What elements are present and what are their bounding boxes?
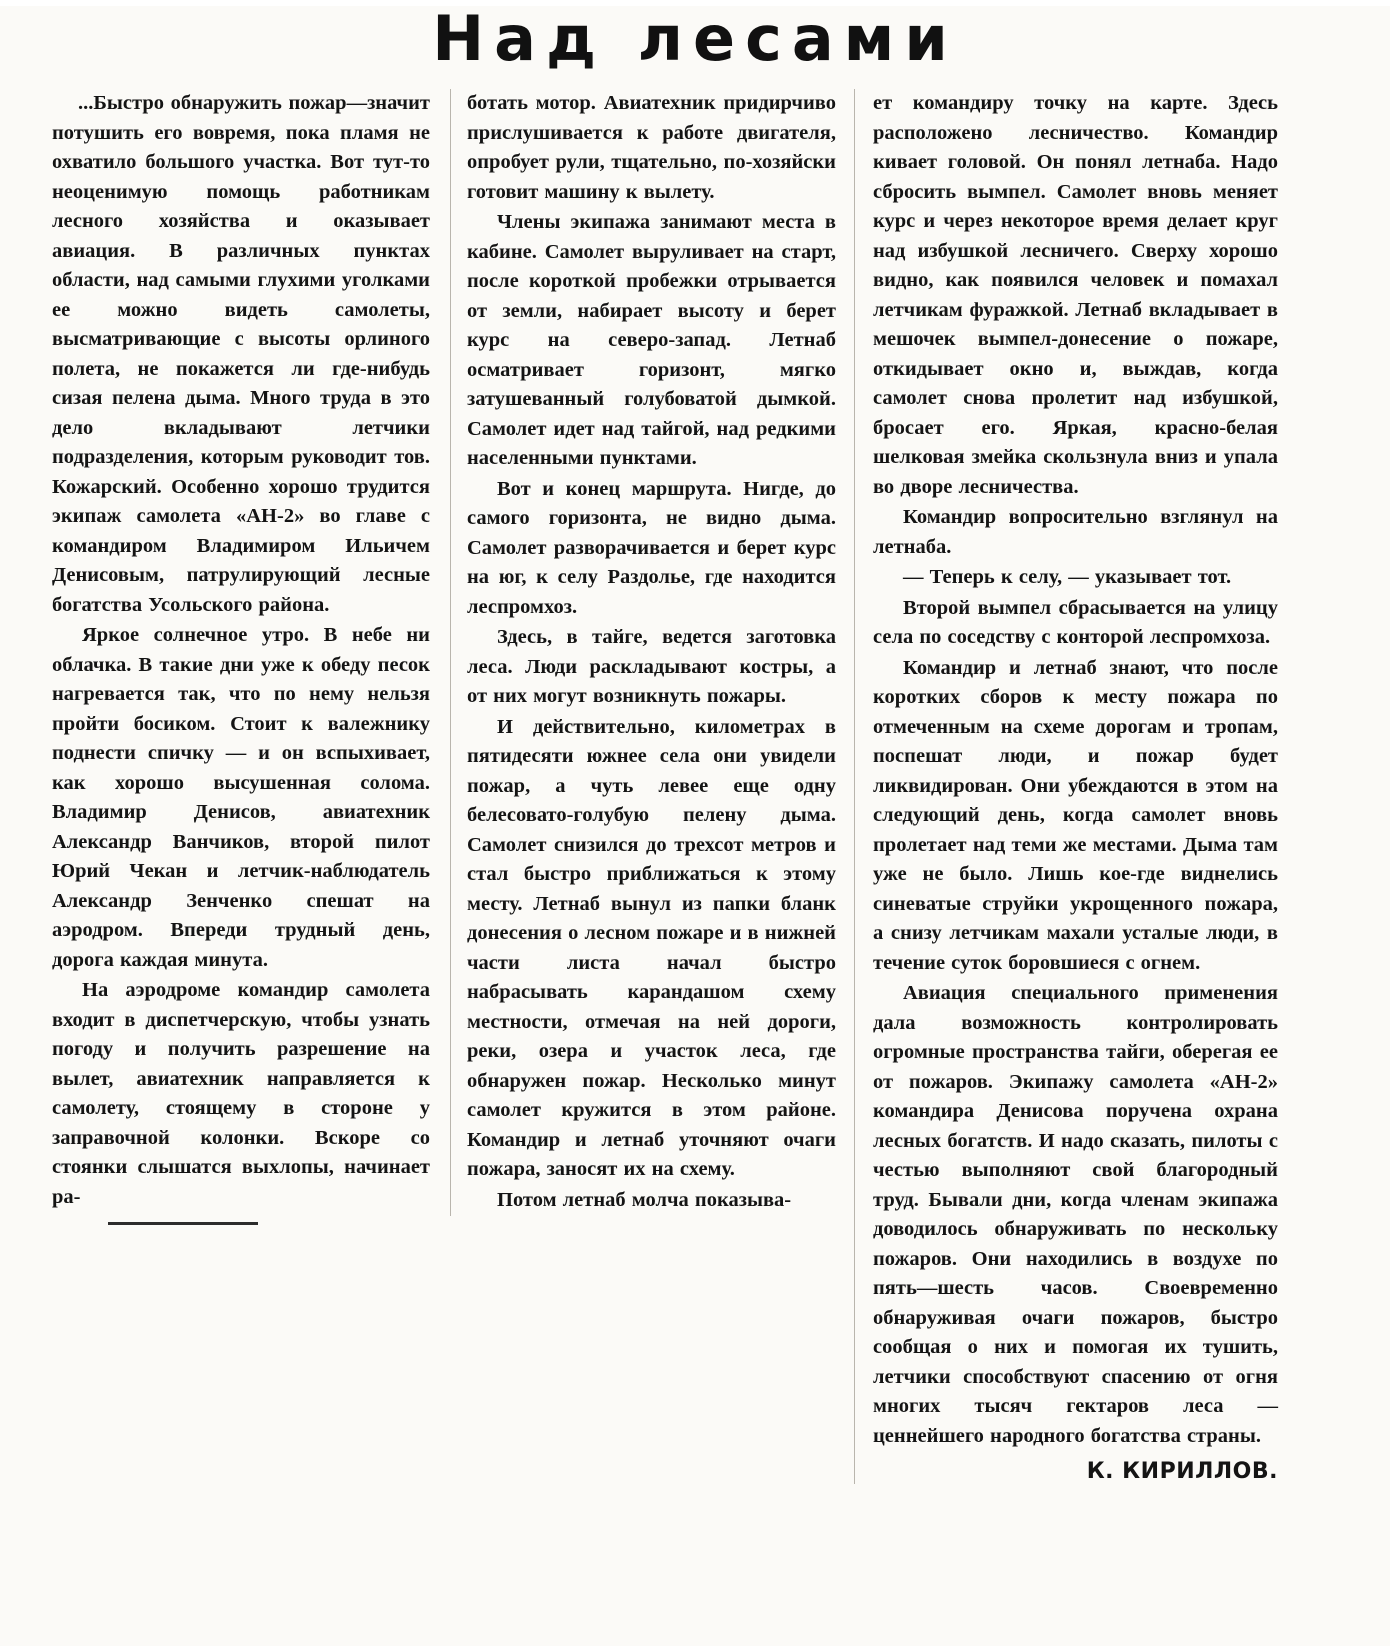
paragraph: Командир вопросительно взглянул на летнаба. <box>873 506 1278 558</box>
paragraph: ботать мотор. Авиатехник придирчиво прислушивается к работе двигателя, опробует рули, тщательно, по-хозяйски готовит машину к вылету. <box>467 92 836 203</box>
paragraph: — Теперь к селу, — указывает тот. <box>903 566 1232 589</box>
paragraph: Яркое солнечное утро. В небе ни облачка. В такие дни уже к обеду песок нагревается так, что по нему нельзя пройти босиком. Стоит к валежнику поднести спичку — и он вспыхивает, как хорошо высушенная солома. Владимир Денисов, авиатехник Александр Ванчиков, второй пилот Юрий Чекан и летчик-наблюдатель Александр Зенченко спешат на аэродром. Впереди трудный день, дорога каждая минута. <box>52 624 430 971</box>
paragraph: ...Быстро обнаружить пожар—значит потушить его вовремя, пока пламя не охватило большого участка. Вот тут-то неоценимую помощь работникам лесного хозяйства и оказывает авиация. В различных пунктах области, над самыми глухими уголками ее можно видеть самолеты, высматривающие с высоты орлиного полета, не покажется ли где-нибудь сизая пелена дыма. Много труда в это дело вкладывают летчики подразделения, которым руководит тов. Кожарский. Особенно хорошо трудится экипаж самолета «АН-2» во главе с командиром Владимиром Ильичем Денисовым, патрулирующий лесные богатства Усольского района. <box>52 92 430 616</box>
article-column-1 <box>52 89 450 1225</box>
page-title: Над лесами <box>432 2 958 75</box>
author-byline: К. КИРИЛЛОВ. <box>1086 1459 1278 1485</box>
paragraph: На аэродроме командир самолета входит в диспетчерскую, чтобы узнать погоду и получить разрешение на вылет, авиатехник направляется к самолету, стоящему в стороне у заправочной колонки. Вскоре со стоянки слышатся выхлопы, начинает ра- <box>52 979 430 1208</box>
paragraph: Второй вымпел сбрасывается на улицу села по соседству с конторой леспромхоза. <box>873 596 1278 649</box>
newspaper-page <box>0 2 1390 1646</box>
paragraph: Командир и летнаб знают, что после коротких сборов к месту пожара по отмеченным на схеме дорогам и тропам, поспешат люди, и пожар будет ликвидирован. Они убеждаются в этом на следующий день, когда самолет вновь пролетает над теми же местами. Дыма там уже не было. Лишь кое-где виднелись синеватые струйки укрощенного пожара, а снизу летчикам махали усталые люди, в течение суток боровшиеся с огнем. <box>873 656 1278 974</box>
paragraph: Члены экипажа занимают места в кабине. Самолет выруливает на старт, после короткой пробежки отрывается от земли, набирает высоту и берет курс на северо-запад. Летнаб осматривает горизонт, мягко затушеванный голубоватой дымкой. Самолет идет над тайгой, над редкими населенными пунктами. <box>467 211 836 470</box>
paragraph: И действительно, километрах в пятидесяти южнее села они увидели пожар, а чуть левее еще одну белесовато-голубую пелену дыма. Самолет снизился до трехсот метров и стал быстро приближаться к этому месту. Летнаб вынул из папки бланк донесения о лесном пожаре и в нижней части листа начал быстро набрасывать карандашом схему местности, отмечая на ней дороги, реки, озера и участок леса, где обнаружен пожар. Несколько минут самолет кружится в этом районе. Командир и летнаб уточняют очаги пожара, заносят их на схему. <box>467 715 836 1181</box>
paragraph: Авиация специального применения дала возможность контролировать огромные пространства тайги, оберегая ее от пожаров. Экипажу самолета «АН-2» командира Денисова поручена охрана лесных богатств. И надо сказать, пилоты с честью выполняют свой благородный труд. Бывали дни, когда членам экипажа доводилось обнаруживать по нескольку пожаров. Они находились в воздухе по пять—шесть часов. Своевременно обнаруживая очаги пожаров, быстро сообщая о них и помогая их тушить, летчики способствуют спасению от огня многих тысяч гектаров леса — ценнейшего народного богатства страны. <box>873 982 1278 1447</box>
article-column-3 <box>854 89 1278 1484</box>
column-divider-rule <box>108 1222 258 1225</box>
paragraph: Здесь, в тайге, ведется заготовка леса. Люди раскладывают костры, а от них могут возникнуть пожары. <box>467 626 836 708</box>
article-columns <box>0 89 1390 1524</box>
paragraph: Потом летнаб молча показыва- <box>497 1188 792 1211</box>
paragraph: ет командиру точку на карте. Здесь расположено лесничество. Командир кивает головой. Он понял летнаба. Надо сбросить вымпел. Самолет вновь меняет курс и через некоторое время делает круг над избушкой лесничего. Сверху хорошо видно, как появился человек и помахал летчикам фуражкой. Летнаб вкладывает в мешочек вымпел-донесение о пожаре, откидывает окно и, выждав, когда самолет снова пролетит над избушкой, бросает его. Яркая, красно-белая шелковая змейка скользнула вниз и упала во дворе лесничества. <box>873 92 1278 498</box>
paragraph: Вот и конец маршрута. Нигде, до самого горизонта, не видно дыма. Самолет разворачивается и берет курс на юг, к селу Раздолье, где находится леспромхоз. <box>467 477 836 618</box>
article-column-2 <box>450 89 854 1216</box>
